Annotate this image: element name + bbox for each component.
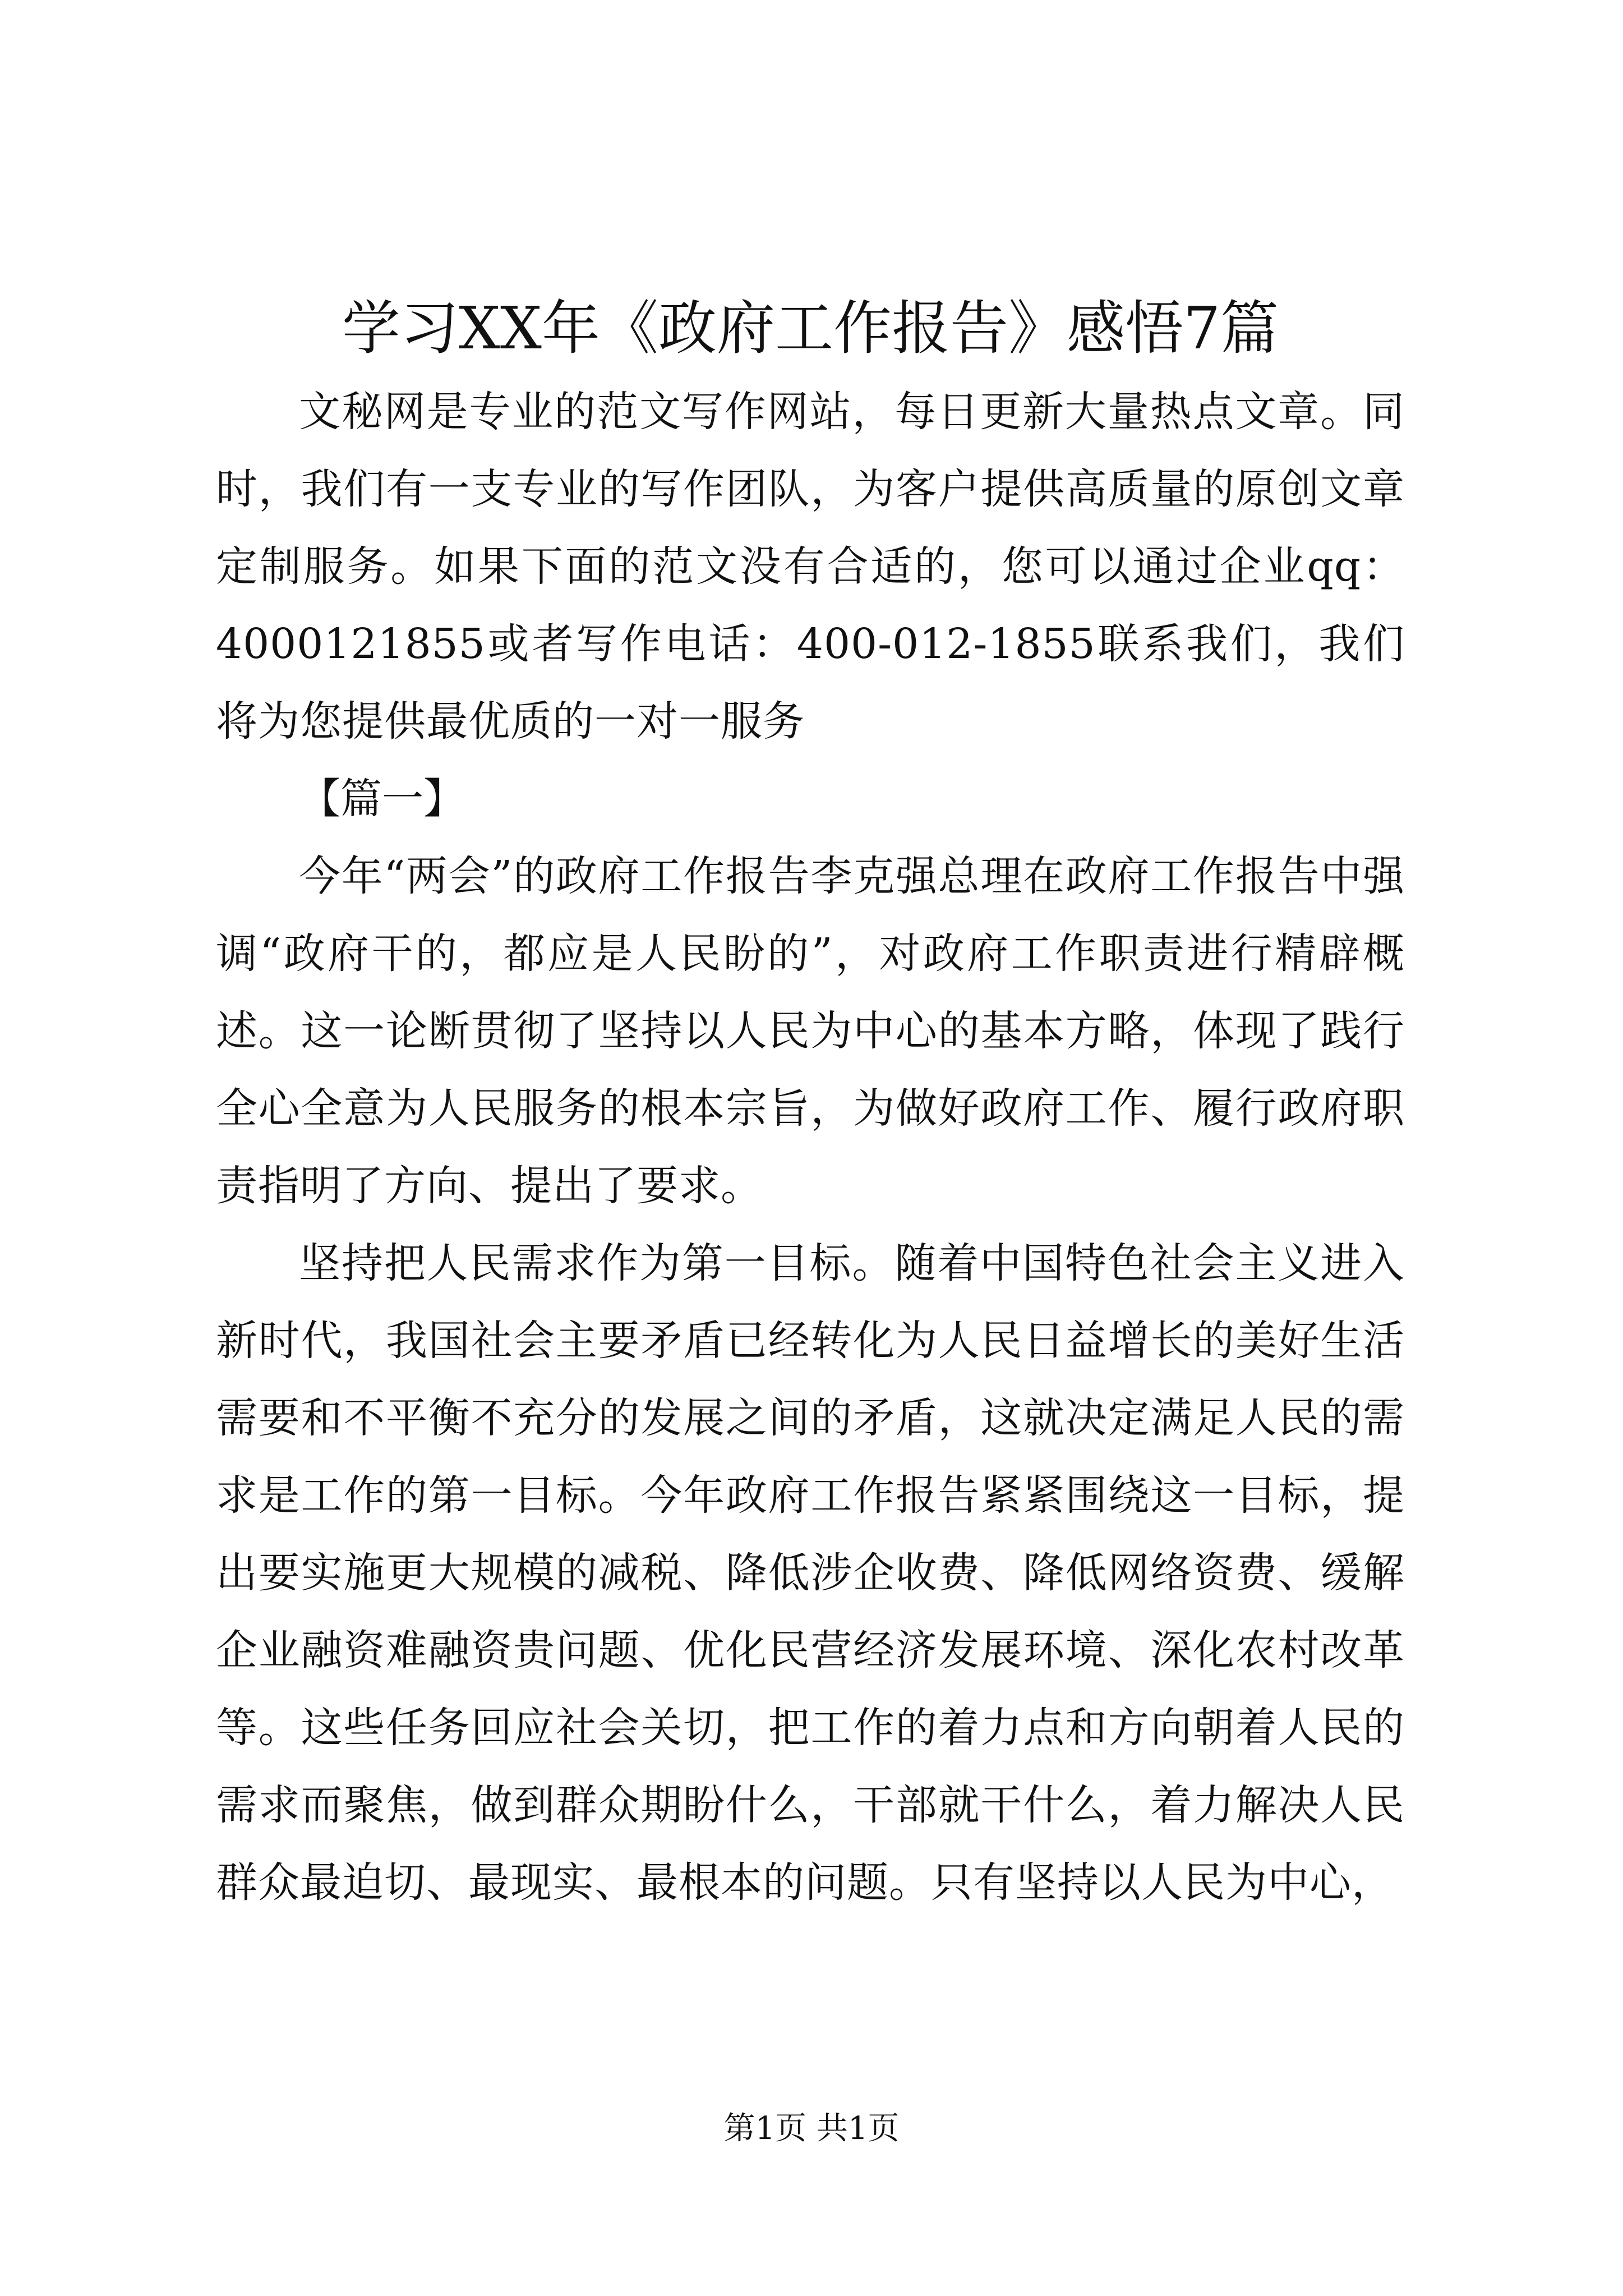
body-paragraph-1: 今年“两会”的政府工作报告李克强总理在政府工作报告中强调“政府干的，都应是人民盼的”，对政府工作职责进行精辟概述。这一论断贯彻了坚持以人民为中心的基本方略，体现了践行全心全意为人民服务的根本宗旨，为做好政府工作、履行政府职责指明了方向、提出了要求。 xyxy=(216,852,1405,1210)
section-heading: 【篇一】 xyxy=(299,775,465,823)
document-body xyxy=(216,283,1405,1921)
page-footer: 第1页 共1页 xyxy=(723,2110,900,2147)
intro-paragraph: 文秘网是专业的范文写作网站，每日更新大量热点文章。同时，我们有一支专业的写作团队，为客户提供高质量的原创文章定制服务。如果下面的范文没有合适的，您可以通过企业qq：4000121855或者写作电话：400-012-1855联系我们，我们将为您提供最优质的一对一服务 xyxy=(216,388,1405,746)
document-title: 学习XX年《政府工作报告》感悟7篇 xyxy=(342,294,1279,362)
body-paragraph-2: 坚持把人民需求作为第一目标。随着中国特色社会主义进入新时代，我国社会主要矛盾已经转化为人民日益增长的美好生活需要和不平衡不充分的发展之间的矛盾，这就决定满足人民的需求是工作的第一目标。今年政府工作报告紧紧围绕这一目标，提出要实施更大规模的减税、降低涉企收费、降低网络资费、缓解企业融资难融资贵问题、优化民营经济发展环境、深化农村改革等。这些任务回应社会关切，把工作的着力点和方向朝着人民的需求而聚焦，做到群众期盼什么，干部就干什么，着力解决人民群众最迫切、最现实、最根本的问题。只有坚持以人民为中心， xyxy=(216,1239,1405,1907)
